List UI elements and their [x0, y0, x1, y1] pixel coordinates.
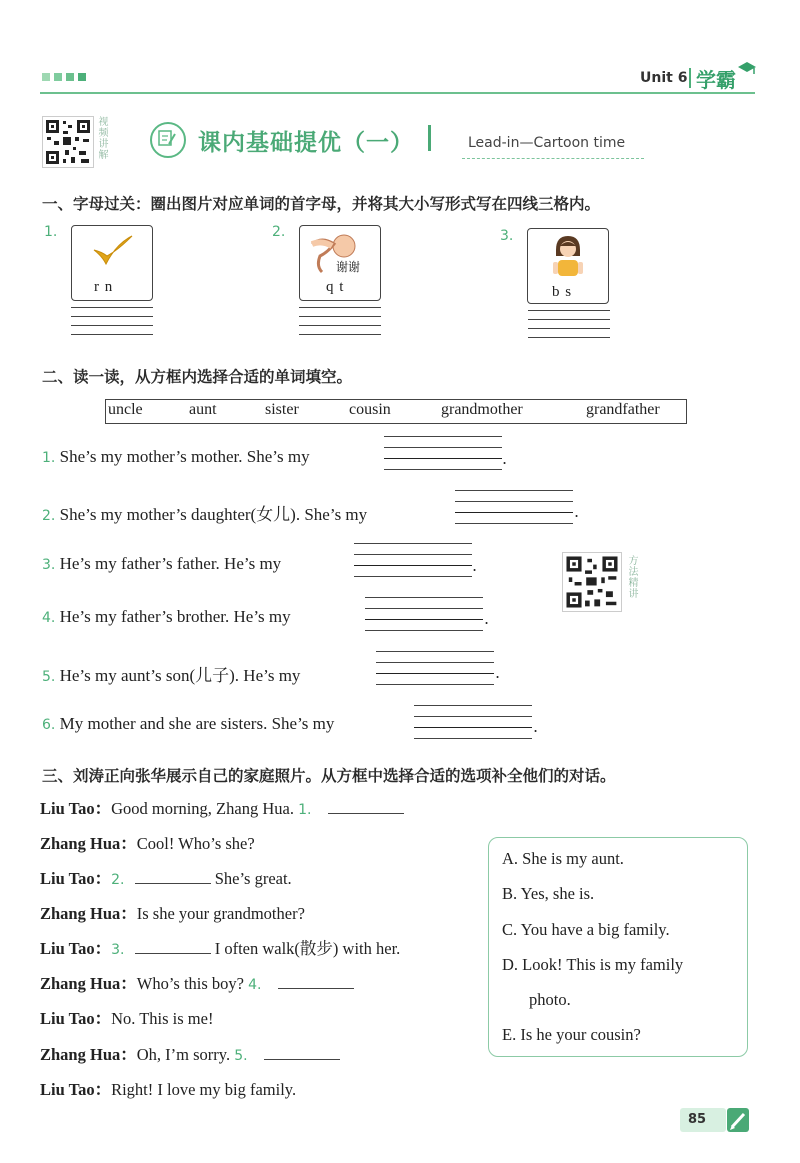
- letter-choices[interactable]: b s: [552, 284, 573, 300]
- option-d-continued: photo.: [529, 990, 571, 1009]
- qr-caption: 视频讲解: [96, 116, 107, 160]
- speaker: Liu Tao：: [40, 1009, 112, 1028]
- word-bank-item: grandmother: [441, 401, 523, 418]
- answer-blank[interactable]: [278, 974, 354, 989]
- fill-sentence: [42, 714, 334, 734]
- dialog-text: Is she your grandmother?: [136, 904, 305, 923]
- period: .: [495, 663, 501, 682]
- dialog-line: [40, 900, 305, 924]
- graduation-cap-icon: [737, 60, 757, 76]
- fill-sentence: [42, 500, 367, 525]
- option-e: E. Is he your cousin?: [502, 1025, 641, 1044]
- qr-caption: 方法精讲: [626, 555, 637, 599]
- question-number: 3.: [500, 228, 514, 244]
- word-bank-item: uncle: [108, 401, 143, 418]
- sentence-text: She’s my mother’s mother. She’s my: [59, 447, 310, 466]
- speaker: Zhang Hua：: [40, 904, 137, 923]
- section-heading-3: 三、刘涛正向张华展示自己的家庭照片。从方框中选择合适的选项补全他们的对话。: [42, 767, 616, 785]
- question-number: 3.: [42, 557, 56, 573]
- period: .: [472, 556, 478, 575]
- dialog-line: [40, 1076, 296, 1100]
- blank-number: 1.: [298, 802, 312, 818]
- period: .: [502, 449, 508, 468]
- blank-number: 3.: [111, 942, 125, 958]
- sentence-text: My mother and she are sisters. She’s my: [59, 714, 335, 733]
- pencil-glyph-icon: [727, 1108, 749, 1132]
- dialog-line: [40, 1005, 213, 1029]
- answer-blank[interactable]: [135, 939, 211, 954]
- qr-code-icon[interactable]: [562, 552, 622, 612]
- question-number: 2.: [272, 224, 286, 240]
- speaker: Zhang Hua：: [40, 1045, 137, 1064]
- blank-number: 5.: [234, 1048, 248, 1064]
- picture-box: [71, 225, 153, 301]
- four-line-grid[interactable]: [71, 307, 153, 343]
- sentence-text: He’s my father’s brother. He’s my: [59, 607, 291, 626]
- option-d: D. Look! This is my family: [502, 955, 684, 974]
- dialog-text: I often walk(散步) with her.: [210, 939, 401, 958]
- speaker: Zhang Hua：: [40, 974, 137, 993]
- speaker: Liu Tao：: [40, 939, 112, 958]
- brand-logo: 学霸: [696, 68, 736, 92]
- unit-label: Unit 6: [640, 70, 688, 86]
- letter-choices[interactable]: r n: [94, 279, 114, 295]
- check-mark-icon: [90, 234, 134, 268]
- period: .: [484, 609, 490, 628]
- blank-number: 2.: [111, 872, 125, 888]
- page-title: 课内基础提优（一）: [198, 130, 414, 156]
- dialog-line: [40, 795, 404, 819]
- dialog-text: Right! I love my big family.: [111, 1080, 297, 1099]
- speaker: Liu Tao：: [40, 869, 112, 888]
- four-line-grid[interactable]: [528, 310, 610, 346]
- sentence-text: She’s my mother’s daughter(女儿). She’s my: [59, 505, 368, 524]
- dialog-text: She’s great.: [210, 869, 292, 888]
- dialog-line: [40, 830, 255, 854]
- speaker: Zhang Hua：: [40, 834, 137, 853]
- word-bank-item: aunt: [189, 401, 217, 418]
- option-c: C. You have a big family.: [502, 920, 670, 939]
- header-decor-square: [42, 73, 50, 81]
- header-decor-square: [78, 73, 86, 81]
- period: .: [533, 717, 539, 736]
- pencil-icon: [727, 1108, 749, 1132]
- sentence-text: He’s my aunt’s son(儿子). He’s my: [59, 666, 301, 685]
- header-divider: [689, 68, 691, 88]
- answer-blank[interactable]: [264, 1045, 340, 1060]
- word-bank-item: grandfather: [586, 401, 660, 418]
- dialog-line: [40, 970, 354, 994]
- fill-sentence: [42, 447, 310, 467]
- title-divider: [428, 125, 431, 151]
- page-number: 85: [688, 1112, 707, 1127]
- header-decor-square: [66, 73, 74, 81]
- word-bank-item: cousin: [349, 401, 391, 418]
- dialog-text: Oh, I’m sorry.: [136, 1045, 235, 1064]
- picture-box: [299, 225, 381, 301]
- fill-sentence: [42, 607, 291, 627]
- question-number: 2.: [42, 508, 56, 524]
- four-line-grid[interactable]: [299, 307, 381, 343]
- dialog-text: No. This is me!: [111, 1009, 214, 1028]
- speaker: Liu Tao：: [40, 799, 112, 818]
- picture-box: [527, 228, 609, 304]
- question-number: 6.: [42, 717, 56, 733]
- section-heading-2: 二、读一读，从方框内选择合适的单词填空。: [42, 368, 353, 386]
- blank-number: 4.: [248, 977, 262, 993]
- header-decor-square: [54, 73, 62, 81]
- option-b: B. Yes, she is.: [502, 884, 595, 903]
- section-heading-1: 一、字母过关：圈出图片对应单词的首字母，并将其大小写形式写在四线三格内。: [42, 195, 601, 213]
- answer-blank[interactable]: [135, 869, 211, 884]
- qr-code-icon[interactable]: [42, 116, 94, 168]
- question-number: 1.: [42, 450, 56, 466]
- option-a: A. She is my aunt.: [502, 849, 624, 868]
- fill-sentence: [42, 554, 281, 574]
- dialog-line: [40, 1041, 340, 1065]
- subtitle-underline: [462, 158, 644, 159]
- header-rule: [40, 92, 755, 94]
- period: .: [574, 502, 580, 521]
- pencil-note-icon: [157, 128, 177, 148]
- fill-sentence: [42, 661, 300, 686]
- dialog-text: Cool! Who’s she?: [136, 834, 255, 853]
- question-number: 4.: [42, 610, 56, 626]
- dialog-text: Who’s this boy?: [136, 974, 249, 993]
- answer-blank[interactable]: [328, 799, 404, 814]
- girl-portrait-icon: [550, 232, 586, 278]
- dialog-line: [40, 865, 292, 889]
- dialog-text: Good morning, Zhang Hua.: [111, 799, 299, 818]
- speaker: Liu Tao：: [40, 1080, 112, 1099]
- question-number: 1.: [44, 224, 58, 240]
- question-number: 5.: [42, 669, 56, 685]
- page-subtitle: Lead-in—Cartoon time: [468, 135, 626, 151]
- word-bank-item: sister: [265, 401, 299, 418]
- letter-choices[interactable]: q t: [326, 279, 345, 295]
- dialog-line: [40, 935, 400, 959]
- options-box: [488, 837, 748, 1057]
- speech-caption: 谢谢: [336, 260, 361, 274]
- sentence-text: He’s my father’s father. He’s my: [59, 554, 282, 573]
